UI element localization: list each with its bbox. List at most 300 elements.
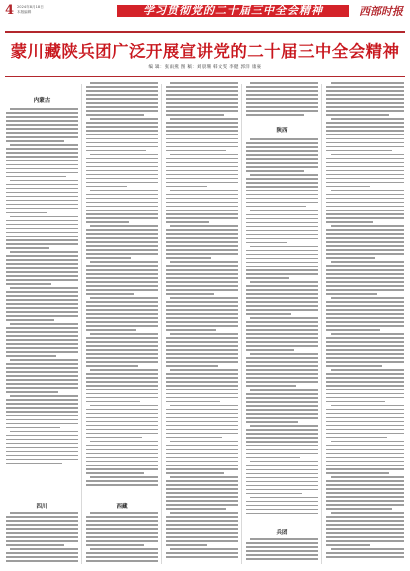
text-line <box>6 116 78 118</box>
text-line <box>6 228 78 230</box>
text-line <box>6 363 78 365</box>
text-line <box>246 170 304 172</box>
text-line <box>86 433 158 435</box>
text-line <box>246 94 318 96</box>
text-line <box>86 321 158 323</box>
text-line <box>331 476 404 478</box>
text-line <box>86 269 158 271</box>
text-line <box>326 217 404 219</box>
text-line <box>326 377 404 379</box>
text-line <box>166 421 238 423</box>
text-column-4 <box>246 82 318 566</box>
text-line <box>86 217 158 219</box>
text-line <box>86 361 158 363</box>
text-line <box>86 465 158 467</box>
body-text-block <box>246 82 318 118</box>
text-line <box>246 345 318 347</box>
text-line <box>6 524 78 526</box>
section-title: 学习贯彻党的二十届三中全会精神 <box>143 4 323 17</box>
text-line <box>86 249 158 251</box>
text-line <box>6 196 78 198</box>
text-line <box>246 266 318 268</box>
text-line <box>166 269 238 271</box>
text-line <box>86 536 158 538</box>
text-line <box>246 289 318 291</box>
text-line <box>250 246 318 248</box>
text-line <box>6 371 78 373</box>
text-line <box>326 265 404 267</box>
text-line <box>326 317 404 319</box>
text-line <box>86 357 158 359</box>
text-line <box>86 198 158 200</box>
section-head-xizang: 西藏 <box>116 504 128 510</box>
text-line <box>6 311 78 313</box>
text-line <box>166 106 238 108</box>
text-line <box>246 293 318 295</box>
text-line <box>326 146 404 148</box>
text-line <box>90 82 158 84</box>
text-line <box>246 158 318 160</box>
text-line <box>326 381 404 383</box>
text-line <box>326 365 382 367</box>
text-line <box>170 118 238 120</box>
text-line <box>86 229 158 231</box>
text-line <box>6 128 78 130</box>
text-line <box>246 405 318 407</box>
headline-divider <box>5 76 405 77</box>
text-line <box>326 178 404 180</box>
text-line <box>166 357 238 359</box>
text-line <box>86 237 158 239</box>
text-line <box>326 433 404 435</box>
text-line <box>246 186 318 188</box>
column-divider <box>81 84 82 564</box>
text-line <box>166 285 238 287</box>
text-line <box>6 239 78 241</box>
text-line <box>6 291 78 293</box>
top-bar <box>5 3 405 33</box>
text-line <box>86 309 158 311</box>
text-line <box>90 369 158 371</box>
text-line <box>166 102 238 104</box>
text-line <box>246 321 318 323</box>
text-line <box>86 277 158 279</box>
text-line <box>246 86 318 88</box>
text-line <box>166 134 238 136</box>
text-line <box>90 190 158 192</box>
text-line <box>86 393 158 395</box>
text-line <box>6 415 78 417</box>
text-line <box>331 82 404 84</box>
text-line <box>6 168 78 170</box>
text-line <box>166 449 238 451</box>
text-line <box>326 393 404 395</box>
section-head-bingtuan: 兵团 <box>276 530 288 536</box>
text-line <box>166 202 238 204</box>
text-line <box>86 134 158 136</box>
text-line <box>326 413 404 415</box>
text-line <box>86 138 158 140</box>
text-line <box>166 130 238 132</box>
text-line <box>86 520 158 522</box>
text-line <box>246 325 318 327</box>
text-line <box>326 241 404 243</box>
text-column-1 <box>6 82 78 566</box>
text-line <box>6 383 78 385</box>
text-line <box>166 110 238 112</box>
text-line <box>166 417 238 419</box>
text-line <box>166 468 238 470</box>
text-line <box>246 433 318 435</box>
text-line <box>166 496 238 498</box>
text-line <box>170 225 238 227</box>
text-line <box>166 206 238 208</box>
text-line <box>331 190 404 192</box>
text-line <box>86 265 158 267</box>
text-line <box>6 263 78 265</box>
text-line <box>326 337 404 339</box>
body-text-block <box>166 82 238 564</box>
text-line <box>166 249 238 251</box>
text-line <box>86 317 158 319</box>
text-line <box>166 544 207 546</box>
text-line <box>6 224 78 226</box>
text-line <box>10 548 78 550</box>
text-line <box>6 516 78 518</box>
text-line <box>166 349 238 351</box>
text-line <box>166 461 238 463</box>
text-line <box>6 172 78 174</box>
body-text-block <box>6 108 78 468</box>
text-line <box>166 150 226 152</box>
text-line <box>6 315 78 317</box>
text-line <box>86 210 158 212</box>
text-line <box>6 307 78 309</box>
text-line <box>86 90 158 92</box>
text-line <box>326 524 404 526</box>
text-line <box>326 468 404 470</box>
text-line <box>86 425 158 427</box>
text-line <box>326 536 404 538</box>
text-line <box>170 512 238 514</box>
text-line <box>246 242 287 244</box>
text-line <box>246 313 291 315</box>
text-line <box>10 108 78 110</box>
text-line <box>86 560 158 562</box>
text-line <box>250 317 318 319</box>
text-line <box>6 120 78 122</box>
text-line <box>166 317 238 319</box>
text-line <box>331 441 404 443</box>
text-line <box>86 325 158 327</box>
text-line <box>246 337 318 339</box>
text-line <box>326 229 404 231</box>
text-line <box>246 110 318 112</box>
text-line <box>86 313 158 315</box>
text-line <box>246 413 318 415</box>
text-line <box>6 188 78 190</box>
text-line <box>326 516 404 518</box>
text-line <box>326 457 404 459</box>
text-line <box>326 86 404 88</box>
text-line <box>6 299 78 301</box>
text-line <box>250 497 318 499</box>
text-line <box>166 253 238 255</box>
text-line <box>6 556 78 558</box>
text-line <box>246 493 302 495</box>
text-line <box>86 202 158 204</box>
text-line <box>86 305 158 307</box>
newspaper-masthead-logo: 西部时报 <box>359 5 403 18</box>
text-line <box>6 536 78 538</box>
text-column-3 <box>166 82 238 566</box>
text-line <box>6 419 78 421</box>
text-line <box>86 445 158 447</box>
text-line <box>246 373 318 375</box>
text-line <box>90 118 158 120</box>
text-line <box>6 423 78 425</box>
text-line <box>166 86 238 88</box>
text-line <box>86 429 158 431</box>
text-line <box>86 293 134 295</box>
text-line <box>6 375 78 377</box>
text-line <box>86 213 158 215</box>
text-line <box>166 437 222 439</box>
text-line <box>166 429 238 431</box>
text-line <box>6 560 78 562</box>
text-line <box>326 150 392 152</box>
text-line <box>86 233 158 235</box>
text-line <box>6 459 78 461</box>
column-divider <box>241 84 242 564</box>
text-line <box>170 405 238 407</box>
text-line <box>166 504 238 506</box>
text-line <box>166 480 238 482</box>
text-line <box>326 202 404 204</box>
text-line <box>326 425 404 427</box>
text-line <box>246 429 318 431</box>
text-line <box>250 174 318 176</box>
text-line <box>6 275 78 277</box>
text-line <box>326 206 404 208</box>
text-line <box>246 365 318 367</box>
text-line <box>86 353 158 355</box>
text-line <box>6 327 78 329</box>
text-line <box>326 417 404 419</box>
text-line <box>166 126 238 128</box>
text-line <box>86 182 158 184</box>
text-line <box>166 233 238 235</box>
text-line <box>246 509 318 511</box>
text-line <box>166 425 238 427</box>
text-line <box>246 489 318 491</box>
text-line <box>246 393 318 395</box>
text-line <box>10 431 78 433</box>
text-line <box>6 439 78 441</box>
text-line <box>170 190 238 192</box>
text-line <box>10 512 78 514</box>
text-line <box>246 250 318 252</box>
text-line <box>326 186 370 188</box>
text-line <box>331 118 404 120</box>
text-line <box>331 405 404 407</box>
text-line <box>326 325 404 327</box>
text-line <box>326 106 404 108</box>
text-line <box>326 397 404 399</box>
text-line <box>166 373 238 375</box>
text-line <box>326 138 404 140</box>
text-line <box>86 401 140 403</box>
text-line <box>326 504 404 506</box>
text-line <box>246 550 318 552</box>
text-line <box>86 365 138 367</box>
text-line <box>246 154 318 156</box>
text-line <box>246 206 306 208</box>
text-line <box>246 230 318 232</box>
text-line <box>326 345 404 347</box>
text-line <box>166 122 238 124</box>
text-line <box>86 472 144 474</box>
text-line <box>6 136 78 138</box>
text-line <box>10 359 78 361</box>
text-line <box>86 409 158 411</box>
text-line <box>86 453 158 455</box>
text-line <box>246 150 318 152</box>
text-line <box>326 520 404 522</box>
text-line <box>246 477 318 479</box>
text-line <box>86 221 129 223</box>
text-line <box>6 208 78 210</box>
text-line <box>246 301 318 303</box>
text-line <box>6 303 78 305</box>
text-line <box>246 198 318 200</box>
text-line <box>86 98 158 100</box>
text-line <box>326 166 404 168</box>
text-line <box>166 401 220 403</box>
text-line <box>246 441 318 443</box>
text-line <box>326 281 404 283</box>
text-line <box>326 544 370 546</box>
text-line <box>246 397 318 399</box>
text-line <box>246 546 318 548</box>
text-line <box>246 381 318 383</box>
text-line <box>86 341 158 343</box>
text-line <box>6 220 78 222</box>
text-line <box>326 349 404 351</box>
text-line <box>246 269 318 271</box>
text-line <box>6 399 78 401</box>
text-line <box>90 333 158 335</box>
text-line <box>86 301 158 303</box>
text-line <box>166 484 238 486</box>
text-line <box>250 353 318 355</box>
body-text-block <box>6 512 78 564</box>
text-line <box>6 156 78 158</box>
text-line <box>326 532 404 534</box>
text-line <box>10 287 78 289</box>
text-line <box>326 329 380 331</box>
text-line <box>246 90 318 92</box>
text-line <box>6 152 78 154</box>
text-line <box>86 516 158 518</box>
section-head-sichuan: 四川 <box>36 504 48 510</box>
body-text-block <box>246 538 318 564</box>
text-line <box>166 528 238 530</box>
text-line <box>326 285 404 287</box>
text-line <box>90 261 158 263</box>
text-line <box>250 389 318 391</box>
text-line <box>246 341 318 343</box>
text-line <box>246 98 318 100</box>
text-line <box>6 552 78 554</box>
text-line <box>326 472 389 474</box>
text-line <box>10 251 78 253</box>
text-line <box>246 558 318 560</box>
text-line <box>90 512 158 514</box>
text-line <box>326 293 377 295</box>
text-line <box>326 373 404 375</box>
text-line <box>166 210 238 212</box>
text-line <box>6 112 78 114</box>
text-line <box>86 544 144 546</box>
text-line <box>246 297 318 299</box>
text-line <box>326 273 404 275</box>
text-line <box>170 441 238 443</box>
text-line <box>86 186 127 188</box>
text-line <box>246 114 304 116</box>
column-divider <box>321 84 322 564</box>
text-line <box>6 387 78 389</box>
text-line <box>6 140 64 142</box>
text-line <box>166 273 238 275</box>
text-line <box>166 213 238 215</box>
text-line <box>246 142 318 144</box>
text-line <box>6 132 78 134</box>
text-line <box>246 369 318 371</box>
text-line <box>326 277 404 279</box>
text-line <box>326 461 404 463</box>
text-line <box>166 158 238 160</box>
text-line <box>326 453 404 455</box>
text-line <box>6 443 78 445</box>
text-line <box>326 528 404 530</box>
body-text-block <box>246 138 318 518</box>
text-line <box>166 305 238 307</box>
text-line <box>326 496 404 498</box>
text-line <box>246 377 318 379</box>
text-line <box>166 520 238 522</box>
text-line <box>166 289 238 291</box>
text-line <box>6 184 78 186</box>
text-line <box>86 484 158 486</box>
text-line <box>6 403 78 405</box>
text-line <box>246 385 296 387</box>
text-line <box>326 361 404 363</box>
text-line <box>246 469 318 471</box>
text-line <box>331 297 404 299</box>
text-line <box>166 166 238 168</box>
text-line <box>166 186 207 188</box>
text-line <box>331 548 404 550</box>
text-line <box>246 234 318 236</box>
text-line <box>170 369 238 371</box>
text-line <box>90 548 158 550</box>
text-line <box>326 353 404 355</box>
body-text-block <box>86 512 158 564</box>
text-line <box>90 441 158 443</box>
text-line <box>166 329 216 331</box>
text-line <box>166 293 214 295</box>
